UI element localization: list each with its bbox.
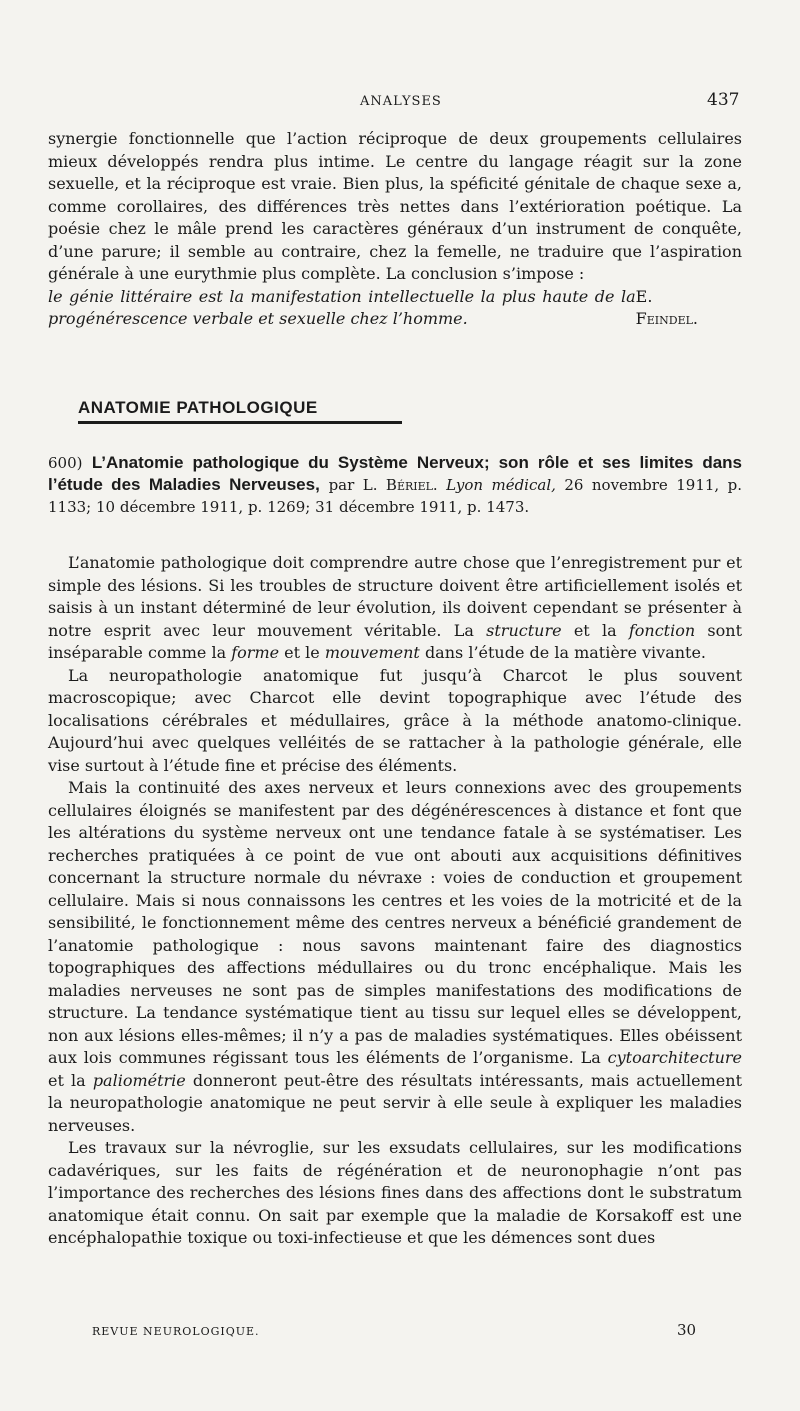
- body-paragraph-1: [48, 552, 742, 665]
- review-body: [48, 552, 742, 1250]
- entry-author: L. Bériel.: [362, 476, 438, 494]
- running-title: ANALYSES: [360, 94, 442, 109]
- text-run: et la: [573, 620, 617, 640]
- intro-paragraph: [48, 128, 742, 286]
- entry-number: 600): [48, 454, 83, 472]
- journal-name: REVUE NEUROLOGIQUE.: [92, 1325, 260, 1338]
- section-heading: ANATOMIE PATHOLOGIQUE: [78, 398, 318, 417]
- section-underline: [78, 421, 402, 424]
- signature-number: 30: [677, 1321, 697, 1339]
- bibliographic-entry: [48, 452, 742, 518]
- emphasis-forme: forme: [231, 643, 280, 662]
- entry-journal: Lyon médical,: [446, 476, 556, 494]
- emphasis-fonction: fonction: [628, 620, 696, 640]
- text-run: dans l’étude de la matière vivante.: [424, 643, 707, 662]
- text-run: sont inséparable comme la: [48, 620, 742, 662]
- intro-conclusion: le génie littéraire est la manifestation intellectuelle la plus haute de la progénérescence verbale et sexuelle chez l’homme.: [48, 286, 636, 328]
- page-header: [0, 90, 800, 114]
- body-paragraph-3: [48, 777, 742, 1137]
- emphasis-structure: structure: [486, 620, 562, 640]
- body-paragraph-4: Les travaux sur la névroglie, sur les exsudats cellulaires, sur les modifications cadavériques, sur les faits de régénération et de neuronophagie n’ont pas l’importance des recherches des lésions fines dans des affections dont le substratum anatomique était connu. On sait par exemple que la maladie de Korsakoff est une encéphalopathie toxique ou toxi-infectieuse et que les démences sont dues: [48, 1138, 742, 1247]
- body-paragraph-2: La neuropathologie anatomique fut jusqu’à Charcot le plus souvent macroscopique; avec Charcot elle devint topographique avec l’étude des localisations cérébrales et médullaires, grâce à la méthode anatomo-clinique. Aujourd’hui avec quelques velléités de se rattacher à la pathologie générale, elle vise surtout à l’étude fine et précise des éléments.: [48, 665, 742, 775]
- review-signature: E. Feindel.: [635, 286, 698, 328]
- text-run: et le: [284, 643, 320, 662]
- entry-title: L’Anatomie pathologique du Système Nerveux; son rôle et ses limites dans l’étude des Maladies Nerveuses,: [48, 453, 742, 494]
- text-run: Mais la continuité des axes nerveux et leurs connexions avec des groupements cellulaires éloignés se manifestent par des dégénérescences à distance et font que les altérations du système nerveux ont une tendance fatale à se systématiser. Les recherches pratiquées à ce point de vue ont abouti aux acquisitions définitives concernant la structure normale du névraxe : voies de conduction et groupement cellulaire. Mais si nous connaissons les centres et les voies de la motricité et de la sensibilité, le fonctionnement même des centres nerveux a bénéficié grandement de l’anatomie pathologique : nous savons maintenant faire des diagnostics topographiques des affections médullaires ou du tronc encéphalique. Mais les maladies nerveuses ne sont pas de simples manifestations des modifications de structure. La tendance systématique tient au tissu sur lequel elles se développent, non aux lésions elles-mêmes; il n’y a pas de maladies systématiques. Elles obéissent aux lois communes régissant tous les éléments de l’organisme. La: [48, 778, 742, 1067]
- emphasis-paliometrie: paliométrie: [92, 1070, 186, 1090]
- emphasis-mouvement: mouvement: [324, 643, 420, 662]
- text-run: L’anatomie pathologique doit comprendre autre chose que l’enregistrement pur et simple des lésions. Si les troubles de structure doivent être artificiellement isolés et saisis à un instant déterminé de leur évolution, ils doivent cependant se présenter à notre esprit avec leur mouvement véritable. La: [48, 553, 742, 640]
- page-footer: [0, 1321, 800, 1345]
- emphasis-cytoarchitecture: cytoarchitecture: [607, 1048, 742, 1067]
- entry-ref-prefix: par: [328, 476, 355, 494]
- text-run: donneront peut-être des résultats intéressants, mais actuellement la neuropathologie anatomique ne peut servir à elle seule à expliquer les maladies nerveuses.: [48, 1070, 742, 1135]
- intro-paragraph-block: [48, 128, 742, 331]
- intro-signature-line: [48, 286, 742, 331]
- entry-dates: 26 novembre 1911, p. 1133; 10 décembre 1911, p. 1269; 31 décembre 1911, p. 1473.: [48, 476, 742, 516]
- page-number: 437: [707, 90, 740, 110]
- text-run: et la: [48, 1070, 86, 1090]
- intro-text: synergie fonctionnelle que l’action réciproque de deux groupements cellulaires mieux développés rendra plus intime. Le centre du langage réagit sur la zone sexuelle, et la réciproque est vraie. Bien plus, la spéficité génitale de chaque sexe a, comme corollaires, des différences très nettes dans l’extérioration poétique. La poésie chez le mâle prend les caractères généraux d’un instrument de conquête, d’une parure; il semble au contraire, chez la femelle, ne traduire que l’aspiration générale à une eurythmie plus complète. La conclusion s’impose :: [48, 129, 742, 283]
